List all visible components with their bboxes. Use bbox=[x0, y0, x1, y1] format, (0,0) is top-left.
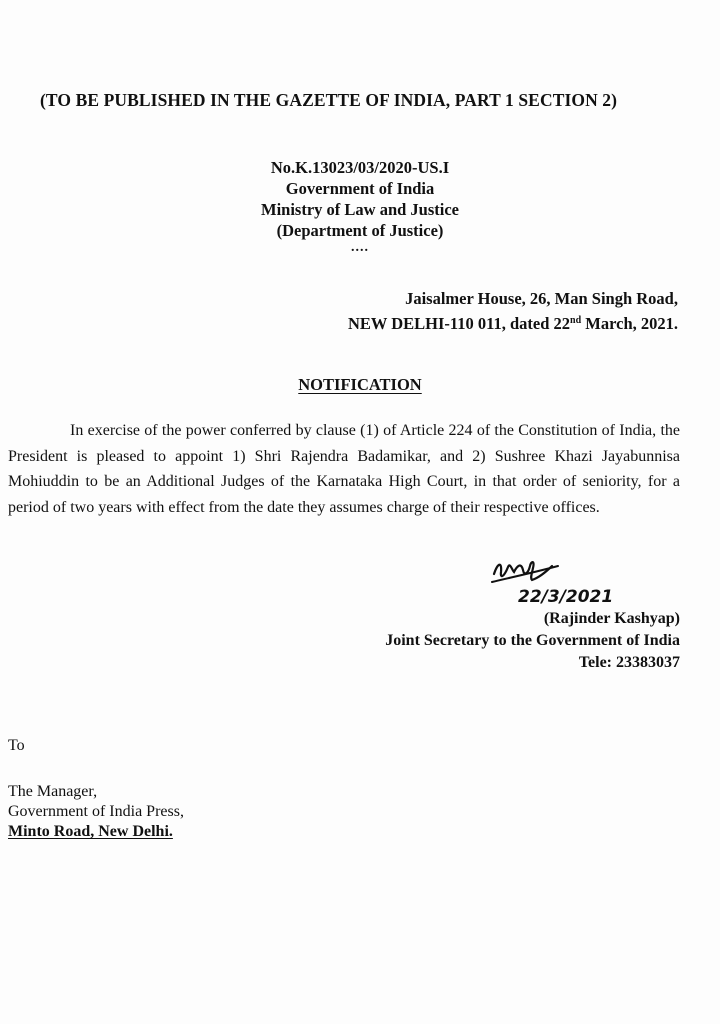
gazette-publication-line: (TO BE PUBLISHED IN THE GAZETTE OF INDIA, PART 1 SECTION 2) bbox=[40, 90, 618, 110]
ministry-name: Ministry of Law and Justice bbox=[261, 200, 459, 219]
handwritten-signature bbox=[488, 552, 618, 608]
office-address bbox=[348, 288, 678, 335]
addressee-block bbox=[8, 782, 184, 842]
notification-heading bbox=[0, 375, 720, 395]
letter-header bbox=[0, 157, 720, 255]
address-date-prefix: NEW DELHI-110 011, dated 22 bbox=[347, 314, 571, 333]
address-line-2 bbox=[348, 310, 678, 335]
header-dots: .... bbox=[351, 240, 369, 255]
department-name: (Department of Justice) bbox=[276, 221, 444, 240]
file-number: No.K.13023/03/2020-US.I bbox=[270, 158, 450, 177]
notification-title: NOTIFICATION bbox=[298, 375, 422, 394]
notification-body: In exercise of the power conferred by clause (1) of Article 224 of the Constitution of India, the President is pleased to appoint 1) Shri Rajendra Badamikar, and 2) Sushree Khazi Jayabunnisa Mohiuddin to be an Additional Judges of the Karnataka High Court, in that order of seniority, for a period of two years with effect from the date they assumes charge of their respective offices. bbox=[8, 422, 680, 516]
addressee-line-2: Government of India Press, bbox=[8, 803, 184, 820]
signatory-designation: Joint Secretary to the Government of India bbox=[385, 632, 680, 649]
addressee-line-3: Minto Road, New Delhi. bbox=[8, 823, 173, 840]
to-label: To bbox=[8, 737, 25, 754]
signatory-name: (Rajinder Kashyap) bbox=[543, 610, 680, 627]
signature-date: 22/3/2021 bbox=[518, 587, 614, 607]
date-ordinal-suffix: nd bbox=[570, 315, 582, 326]
signatory-block bbox=[385, 608, 680, 674]
addressee-line-1: The Manager, bbox=[8, 783, 98, 800]
signatory-telephone: Tele: 23383037 bbox=[578, 654, 680, 671]
government-name: Government of India bbox=[285, 179, 435, 198]
address-date-suffix: March, 2021. bbox=[581, 314, 678, 333]
address-line-1: Jaisalmer House, 26, Man Singh Road, bbox=[405, 289, 678, 308]
